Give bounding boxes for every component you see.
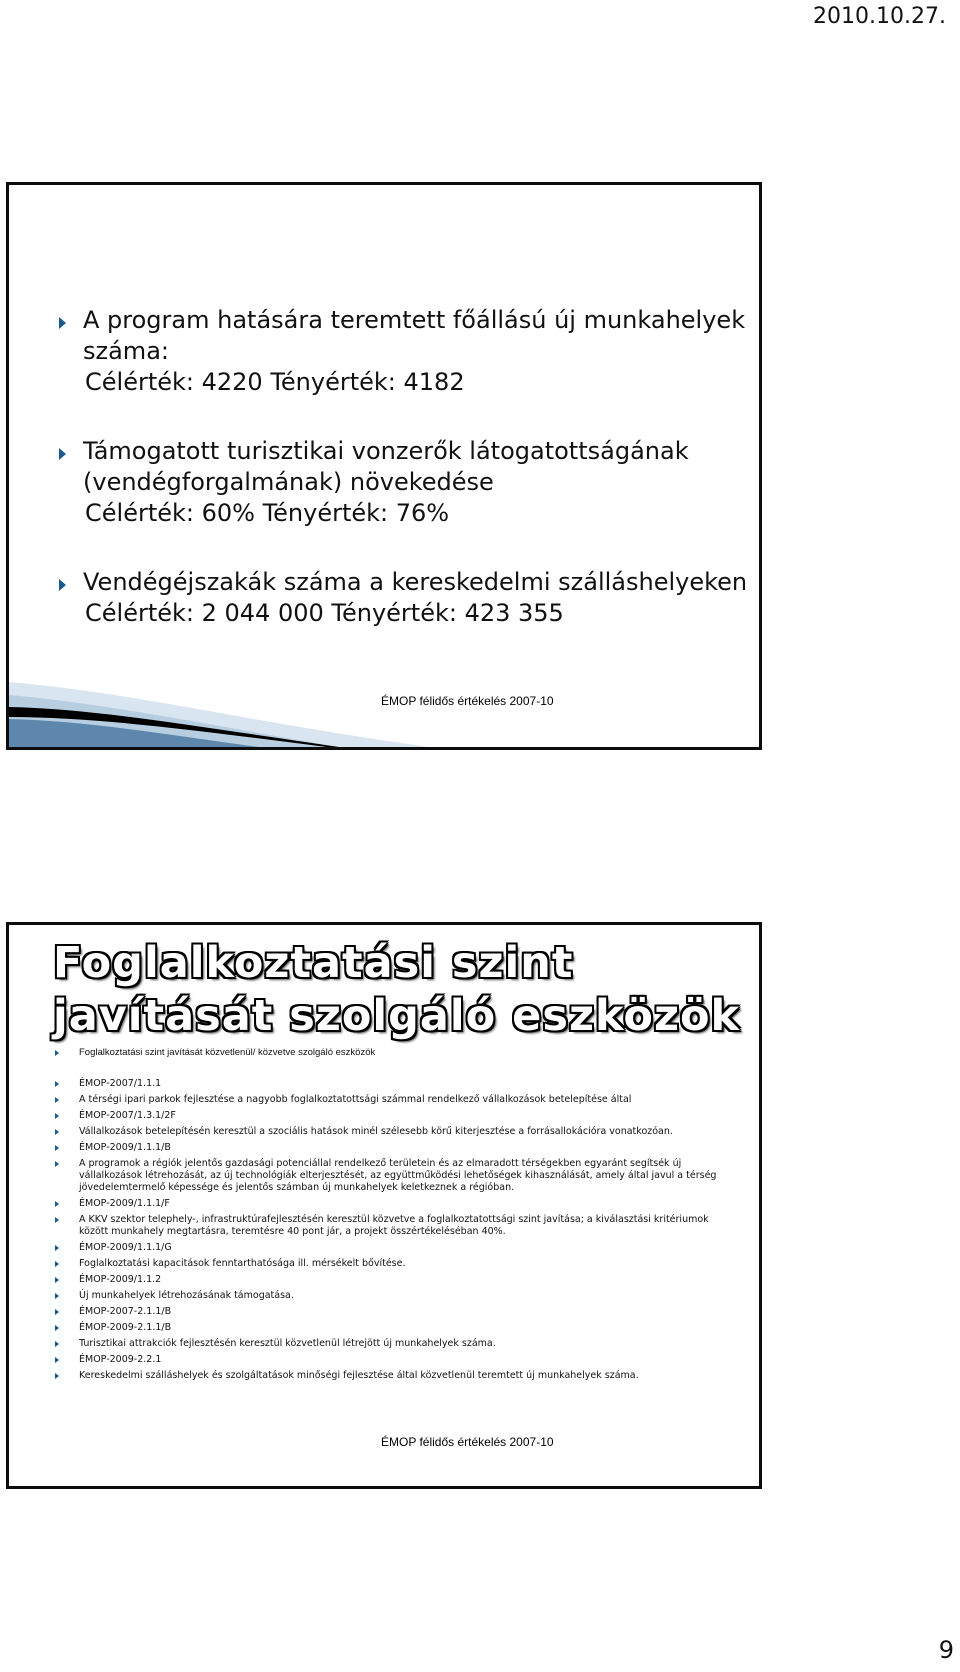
bullet-arrow-icon (55, 1261, 59, 1267)
list-item-text: Turisztikai attrakciók fejlesztésén keresztül közvetlenül létrejött új munkahelyek száma. (79, 1338, 496, 1349)
list-item (53, 1370, 733, 1382)
list-item (53, 1214, 733, 1238)
list-item (53, 1258, 733, 1270)
indicator-label: Támogatott turisztikai vonzerők látogatottságának (vendégforgalmának) növekedése (83, 437, 689, 496)
list-item (53, 1354, 733, 1366)
slide-title: Foglalkoztatási szint javítását szolgáló eszközök (53, 938, 741, 1041)
list-item (53, 1198, 733, 1210)
list-item-text: ÉMOP-2009-2.2.1 (79, 1354, 162, 1365)
bullet-arrow-icon (55, 1277, 59, 1283)
bullet-arrow-icon (59, 317, 66, 329)
list-item-text: ÉMOP-2009/1.1.1/G (79, 1242, 172, 1253)
slide-footer: ÉMOP félidős értékelés 2007-10 (381, 1435, 554, 1449)
list-item (53, 1242, 733, 1254)
list-item (53, 1322, 733, 1334)
bullet-arrow-icon (55, 1245, 59, 1251)
list-item-text: ÉMOP-2007/1.3.1/2F (79, 1110, 176, 1121)
list-item (57, 305, 757, 398)
indicator-values: Célérték: 60% Tényérték: 76% (85, 499, 450, 527)
indicator-values: Célérték: 2 044 000 Tényérték: 423 355 (85, 599, 564, 627)
indicator-label: Vendégéjszakák száma a kereskedelmi szálláshelyeken (83, 568, 748, 596)
bullet-arrow-icon (55, 1113, 59, 1119)
bullet-arrow-icon (59, 579, 66, 591)
list-item-text: ÉMOP-2007-2.1.1/B (79, 1306, 172, 1317)
list-item-text: ÉMOP-2007/1.1.1 (79, 1078, 162, 1089)
list-item-text: ÉMOP-2009/1.1.1/B (79, 1142, 171, 1153)
bullet-arrow-icon (55, 1325, 59, 1331)
list-item (57, 436, 757, 529)
list-item (53, 1158, 733, 1194)
bullet-arrow-icon (55, 1161, 59, 1167)
list-item (53, 1306, 733, 1318)
list-item (53, 1274, 733, 1286)
bullet-arrow-icon (55, 1097, 59, 1103)
bullet-arrow-icon (55, 1201, 59, 1207)
list-item-text: ÉMOP-2009/1.1.1/F (79, 1198, 170, 1209)
bullet-arrow-icon (55, 1357, 59, 1363)
bullet-arrow-icon (55, 1373, 59, 1379)
bullet-arrow-icon (55, 1309, 59, 1315)
bullet-arrow-icon (55, 1081, 59, 1087)
bullet-arrow-icon (55, 1050, 59, 1056)
list-item (53, 1126, 733, 1138)
list-item-text: Vállalkozások betelepítésén keresztül a szociális hatások minél szélesebb körű kiterjesztése a forrásallokációra vonatkozóan. (79, 1126, 673, 1137)
list-item-text: Kereskedelmi szálláshelyek és szolgáltatások minőségi fejlesztése által közvetlenül teremtett új munkahelyek száma. (79, 1370, 639, 1381)
slide-indicators (6, 182, 762, 750)
bullet-arrow-icon (55, 1145, 59, 1151)
list-item-text: A programok a régiók jelentős gazdasági potenciállal rendelkező területein és az elmaradott térségekben egyaránt segítsék új vállalkozások létrehozását, az új technológiák elterjesztését, az együttműködési lehetőségek kihasználását, amely által javul a térség jövedelemtermelő képessége és jelentős számban új munkahelyek keletkeznek a régióban. (79, 1158, 717, 1193)
indicator-list (57, 305, 757, 667)
slide-decoration-swoosh (9, 647, 429, 747)
list-item (53, 1078, 733, 1090)
slide-employment-tools (6, 922, 762, 1489)
bullet-arrow-icon (59, 448, 66, 460)
list-item (53, 1290, 733, 1302)
list-item-text: Új munkahelyek létrehozásának támogatása. (79, 1290, 294, 1301)
bullet-arrow-icon (55, 1293, 59, 1299)
tools-list (53, 1047, 733, 1386)
list-item-text: Foglalkoztatási kapacitások fenntarthatósága ill. mérsékelt bővítése. (79, 1258, 406, 1269)
list-item-text: ÉMOP-2009/1.1.2 (79, 1274, 162, 1285)
list-item (53, 1338, 733, 1350)
bullet-arrow-icon (55, 1129, 59, 1135)
page-number: 9 (938, 1636, 954, 1664)
list-item-text: ÉMOP-2009-2.1.1/B (79, 1322, 172, 1333)
slide-footer: ÉMOP félidős értékelés 2007-10 (381, 694, 554, 708)
indicator-label: A program hatására teremtett főállású új munkahelyek száma: (83, 306, 746, 365)
list-item-text: A térségi ipari parkok fejlesztése a nagyobb foglalkoztatottsági számmal rendelkező vállalkozások betelepítése által (79, 1094, 632, 1105)
list-item-text: A KKV szektor telephely-, infrastruktúrafejlesztésén keresztül közvetve a foglalkoztatottsági szint javítása; a kiválasztási kritériumok között munkahely megtartásra, teremtésre 40 pont jár, a projekt összértékeléséban 40%. (79, 1214, 709, 1237)
list-item (53, 1142, 733, 1154)
bullet-arrow-icon (55, 1341, 59, 1347)
indicator-values: Célérték: 4220 Tényérték: 4182 (85, 368, 465, 396)
list-item (53, 1094, 733, 1106)
list-heading (53, 1047, 733, 1059)
list-item (53, 1110, 733, 1122)
list-heading-text: Foglalkoztatási szint javítását közvetlenül/ közvetve szolgáló eszközök (79, 1047, 376, 1058)
bullet-arrow-icon (55, 1217, 59, 1223)
page-date: 2010.10.27. (813, 4, 946, 29)
list-item (57, 567, 757, 629)
